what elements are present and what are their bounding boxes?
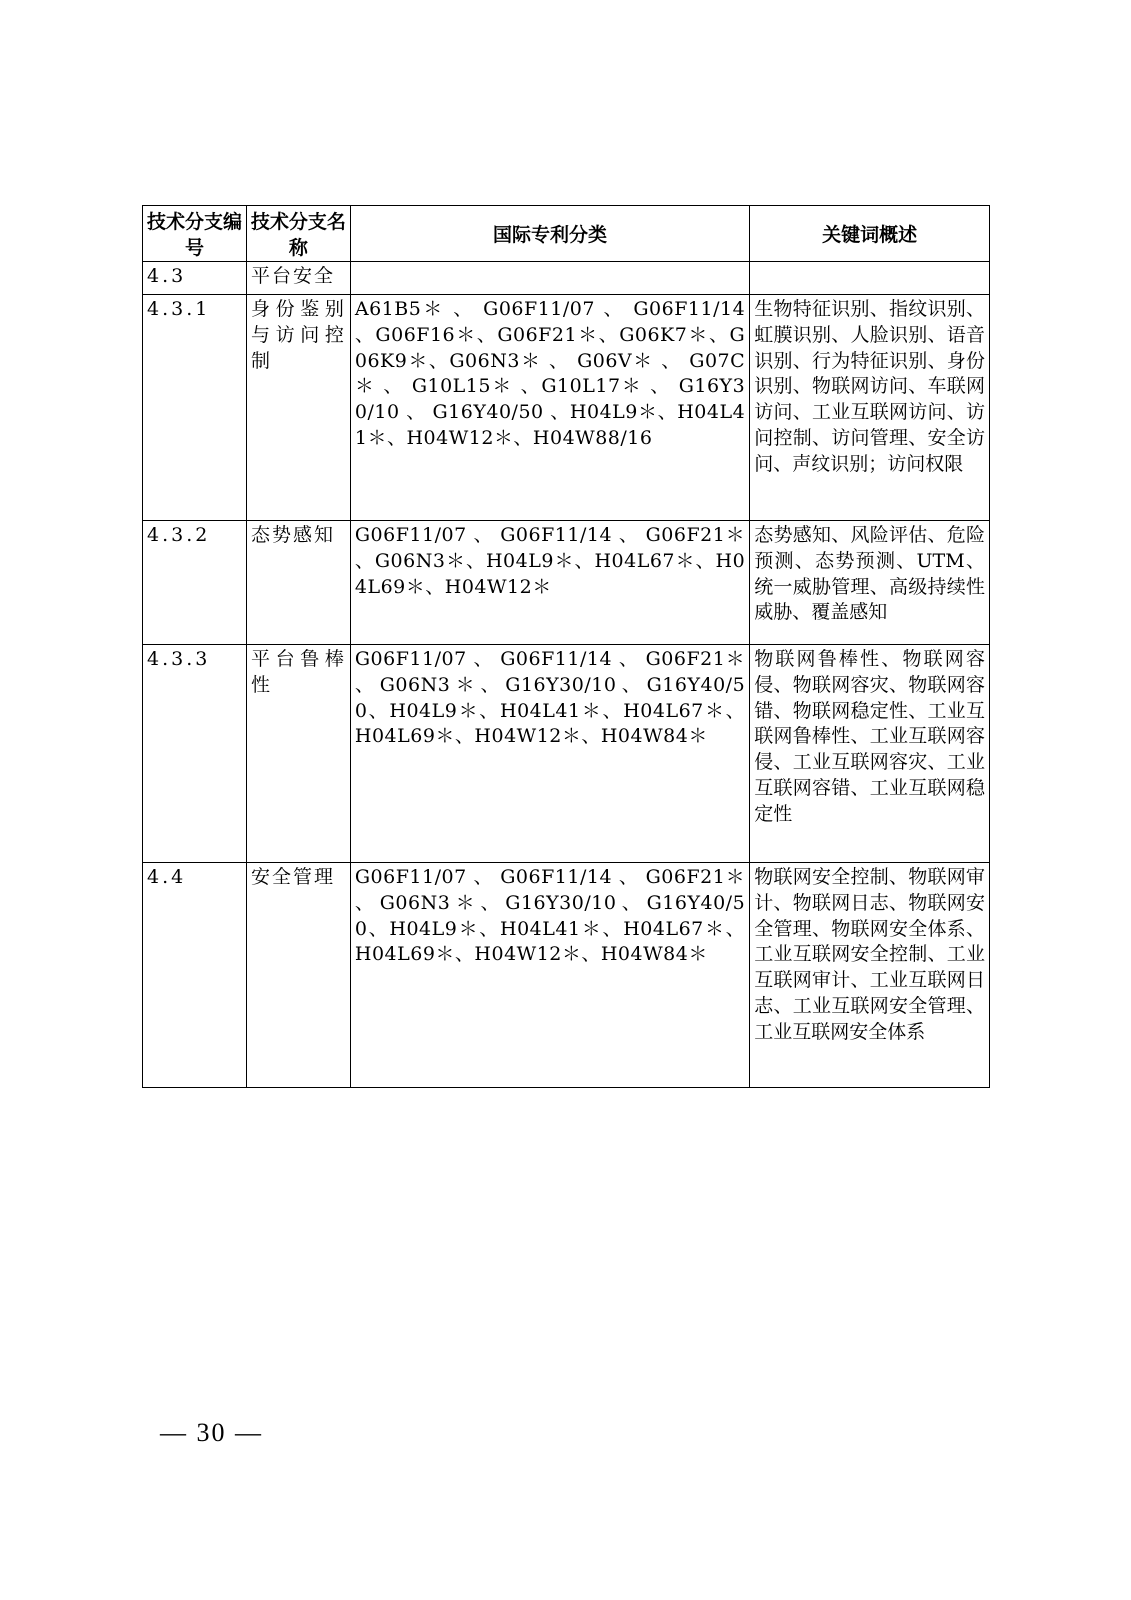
- cell-ipc: G06F11/07 、 G06F11/14 、 G06F21＊ 、G06N3＊、G16Y30/10、G16Y40/50、H04L9＊、H04L41＊、H04L67＊、H04L69＊、H04W12＊、H04W84＊: [350, 863, 749, 1088]
- cell-keywords: 物联网安全控制、物联网审计、物联网日志、物联网安全管理、物联网安全体系、工业互联网安全控制、工业互联网审计、工业互联网日志、工业互联网安全管理、工业互联网安全体系: [750, 863, 990, 1088]
- header-name: 技术分支名称: [246, 206, 350, 262]
- header-ipc: 国际专利分类: [350, 206, 749, 262]
- cell-name: 平台鲁棒性: [246, 645, 350, 863]
- cell-code: 4.3: [143, 262, 247, 295]
- header-keywords: 关键词概述: [750, 206, 990, 262]
- page-number: — 30 —: [160, 1418, 263, 1447]
- cell-keywords: 物联网鲁棒性、物联网容侵、物联网容灾、物联网容错、物联网稳定性、工业互联网鲁棒性、工业互联网容侵、工业互联网容灾、工业互联网容错、工业互联网稳定性: [750, 645, 990, 863]
- cell-keywords: [750, 262, 990, 295]
- cell-name: 平台安全: [246, 262, 350, 295]
- cell-code: 4.3.3: [143, 645, 247, 863]
- table-row: [143, 295, 990, 521]
- cell-code: 4.3.2: [143, 521, 247, 645]
- table-row: [143, 262, 990, 295]
- cell-name: 态势感知: [246, 521, 350, 645]
- cell-ipc: G06F11/07 、 G06F11/14 、 G06F21＊ 、G06N3＊、H04L9＊、H04L67＊、H04L69＊、H04W12＊: [350, 521, 749, 645]
- table-header-row: [143, 206, 990, 262]
- cell-name: 身份鉴别与访问控制: [246, 295, 350, 521]
- table-row: [143, 863, 990, 1088]
- cell-ipc: A61B5＊ 、 G06F11/07 、 G06F11/14 、G06F16＊、G06F21＊、G06K7＊、G06K9＊、G06N3＊ 、 G06V＊ 、 G07C＊ 、 G10L15＊ 、G10L17＊ 、 G16Y30/10 、 G16Y40/50 、H04L9＊、H04L41＊、H04W12＊、H04W88/16: [350, 295, 749, 521]
- table-row: [143, 645, 990, 863]
- classification-table: [142, 205, 990, 1088]
- cell-ipc: G06F11/07 、 G06F11/14 、 G06F21＊ 、G06N3＊、G16Y30/10、G16Y40/50、H04L9＊、H04L41＊、H04L67＊、H04L69＊、H04W12＊、H04W84＊: [350, 645, 749, 863]
- header-code: 技术分支编号: [143, 206, 247, 262]
- cell-keywords: 态势感知、风险评估、危险预测、态势预测、UTM、统一威胁管理、高级持续性威胁、覆盖感知: [750, 521, 990, 645]
- cell-keywords: 生物特征识别、指纹识别、虹膜识别、人脸识别、语音识别、行为特征识别、身份识别、物联网访问、车联网访问、工业互联网访问、访问控制、访问管理、安全访问、声纹识别；访问权限: [750, 295, 990, 521]
- cell-code: 4.3.1: [143, 295, 247, 521]
- cell-code: 4.4: [143, 863, 247, 1088]
- cell-name: 安全管理: [246, 863, 350, 1088]
- cell-ipc: [350, 262, 749, 295]
- table-row: [143, 521, 990, 645]
